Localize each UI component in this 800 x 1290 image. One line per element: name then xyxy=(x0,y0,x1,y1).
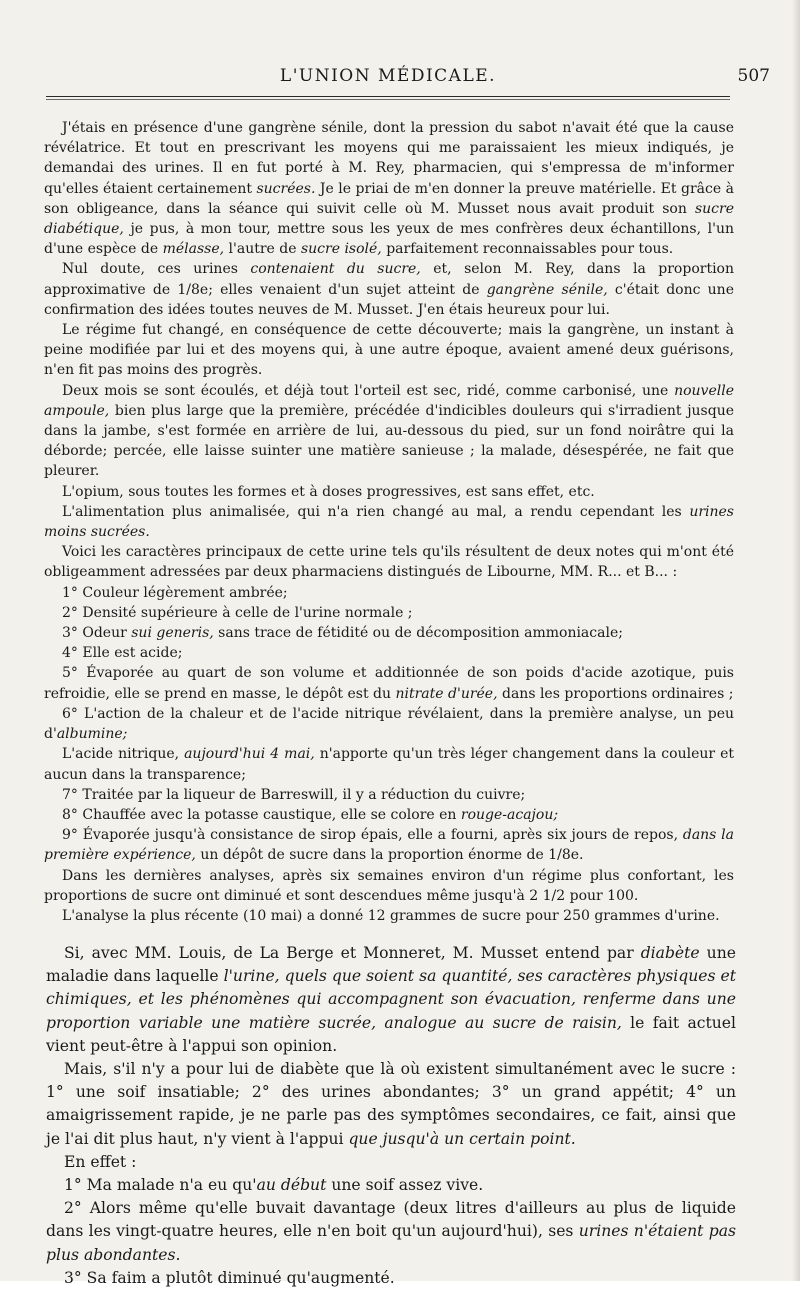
paragraph: En effet : xyxy=(64,1152,137,1171)
list-item: 6° L'action de la chaleur et de l'acide nitrique révélaient, dans la première analyse, un peu d'albumine; xyxy=(44,705,734,743)
list-item: L'acide nitrique, aujourd'hui 4 mai, n'apporte qu'un très léger changement dans la couleur et aucun dans la transparence; xyxy=(44,746,734,783)
paragraph: L'opium, sous toutes les formes et à doses progressives, est sans effet, etc. xyxy=(62,483,595,500)
page-edge-shadow xyxy=(792,0,800,1281)
case-report-section xyxy=(44,118,734,926)
paragraph: Si, avec MM. Louis, de La Berge et Monneret, M. Musset entend par diabète une maladie dans laquelle l'urine, quels que soient sa quantité, ses caractères physiques et chimiques, et les phénomènes qui accompagnent son évacuation, renferme dans une proportion variable une matière sucrée, analogue au sucre de raisin, le fait actuel vient peut-être à l'appui son opinion. xyxy=(46,944,736,1055)
list-item: 7° Traitée par la liqueur de Barreswill, il y a réduction du cuivre; xyxy=(62,786,526,803)
paragraph: Nul doute, ces urines contenaient du sucre, et, selon M. Rey, dans la proportion approximative de 1/8e; elles venaient d'un sujet atteint de gangrène sénile, c'était donc une confirmation des idées toutes neuves de M. Musset. J'en étais heureux pour lui. xyxy=(44,261,734,318)
list-item: 2° Alors même qu'elle buvait davantage (deux litres d'ailleurs au plus de liquide dans les vingt-quatre heures, elle n'en boit qu'un aujourd'hui), ses urines n'étaient pas plus abondantes. xyxy=(46,1199,736,1264)
discussion-section xyxy=(46,942,736,1290)
paragraph: Mais, s'il n'y a pour lui de diabète que là où existent simultanément avec le sucre : 1° une soif insatiable; 2° des urines abondantes; 3° un grand appétit; 4° un amaigrissement rapide, je ne parle pas des symptômes secondaires, ce fait, ainsi que je l'ai dit plus haut, n'y vient à l'appui que jusqu'à un certain point. xyxy=(46,1060,736,1148)
header-rule-thin xyxy=(46,99,730,100)
paragraph: Dans les dernières analyses, après six semaines environ d'un régime plus confortant, les proportions de sucre ont diminué et sont descendues même jusqu'à 2 1/2 pour 100. xyxy=(44,867,734,904)
paragraph: Le régime fut changé, en conséquence de cette découverte; mais la gangrène, un instant à peine modifiée par lui et des moyens qui, à une autre époque, avaient amené deux guérisons, n'en fit pas moins des progrès. xyxy=(44,322,734,379)
page-number: 507 xyxy=(737,66,770,86)
header-rule xyxy=(46,96,730,97)
running-header xyxy=(46,66,770,92)
paragraph: Voici les caractères principaux de cette urine tels qu'ils résultent de deux notes qui m'ont été obligeamment adressées par deux pharmaciens distingués de Libourne, MM. R... et B... : xyxy=(44,544,734,581)
list-item: 1° Ma malade n'a eu qu'au début une soif assez vive. xyxy=(64,1176,484,1195)
list-item: 3° Odeur sui generis, sans trace de fétidité ou de décomposition ammoniacale; xyxy=(62,625,623,642)
list-item: 2° Densité supérieure à celle de l'urine normale ; xyxy=(62,604,413,621)
list-item: 3° Sa faim a plutôt diminué qu'augmenté. xyxy=(64,1268,395,1287)
list-item: 9° Évaporée jusqu'à consistance de sirop épais, elle a fourni, après six jours de repos, dans la première expérience, un dépôt de sucre dans la proportion énorme de 1/8e. xyxy=(44,827,734,864)
list-item: 4° Elle est acide; xyxy=(62,645,183,662)
list-item: 5° Évaporée au quart de son volume et additionnée de son poids d'acide azotique, puis refroidie, elle se prend en masse, le dépôt est du nitrate d'urée, dans les proportions ordinaires ; xyxy=(44,665,734,702)
journal-title: L'UNION MÉDICALE. xyxy=(279,66,497,86)
paragraph: Deux mois se sont écoulés, et déjà tout l'orteil est sec, ridé, comme carbonisé, une nouvelle ampoule, bien plus large que la première, précédée d'indicibles douleurs qui s'irradient jusque dans la jambe, s'est formée en arrière de lui, au-dessous du pied, sur un fond noirâtre qui la déborde; percée, elle laisse suinter une matière sanieuse ; la malade, désespérée, ne fait que pleurer. xyxy=(44,382,734,480)
paragraph: J'étais en présence d'une gangrène sénile, dont la pression du sabot n'avait été que la cause révélatrice. Et tout en prescrivant les moyens qui me paraissaient les mieux indiqués, je demandai des urines. Il en fut porté à M. Rey, pharmacien, qui s'empressa de m'informer qu'elles étaient certainement sucrées. Je le priai de m'en donner la preuve matérielle. Et grâce à son obligeance, dans la séance qui suivit celle où M. Musset nous avait produit son sucre diabétique, je pus, à mon tour, mettre sous les yeux de mes confrères deux échantillons, l'un d'une espèce de mélasse, l'autre de sucre isolé, parfaitement reconnaissables pour tous. xyxy=(44,120,734,258)
paragraph: L'analyse la plus récente (10 mai) a donné 12 grammes de sucre pour 250 grammes d'urine. xyxy=(62,907,720,924)
list-item: 1° Couleur légèrement ambrée; xyxy=(62,584,288,601)
paragraph: L'alimentation plus animalisée, qui n'a rien changé au mal, a rendu cependant les urines moins sucrées. xyxy=(44,503,734,541)
list-item: 8° Chauffée avec la potasse caustique, elle se colore en rouge-acajou; xyxy=(62,806,559,823)
